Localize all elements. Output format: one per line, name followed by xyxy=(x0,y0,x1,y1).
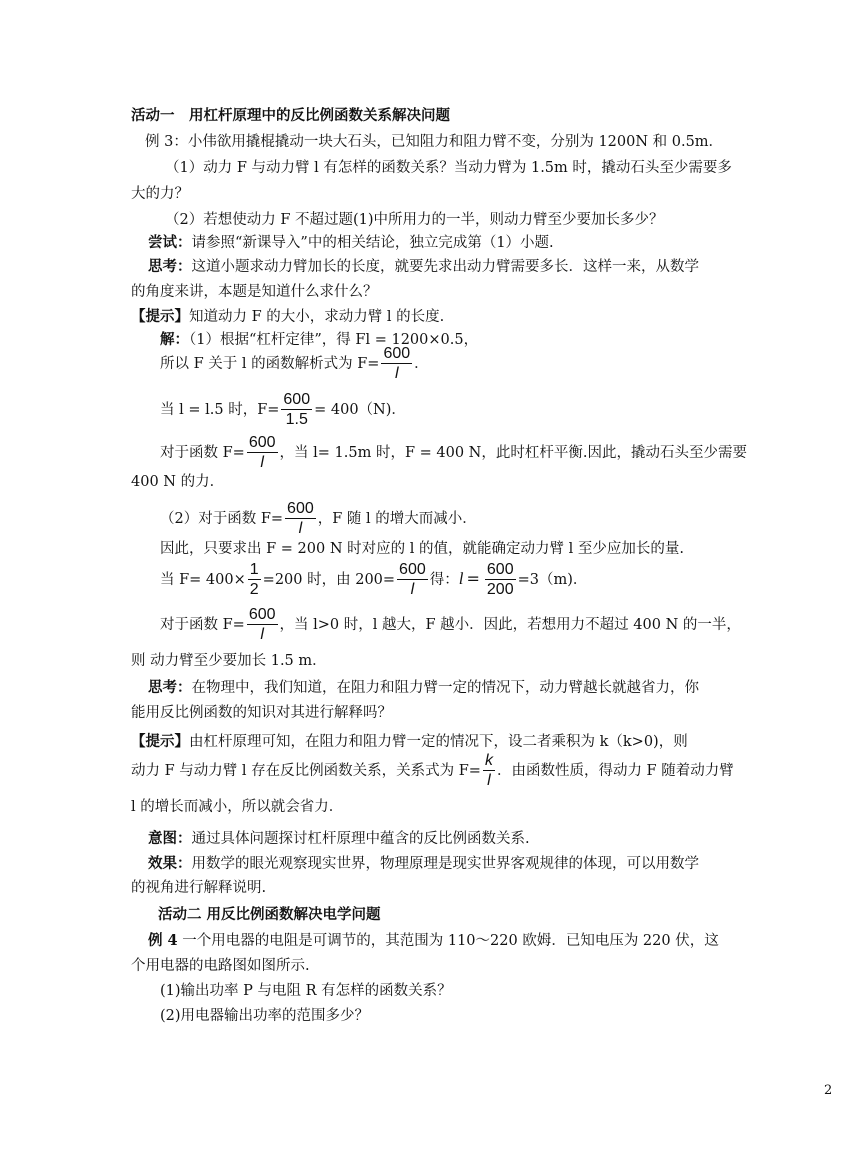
solution-step3 xyxy=(160,390,406,430)
intent-label: 意图： xyxy=(148,830,192,847)
example4-question1: (1)输出功率 P 与电阻 R 有怎样的函数关系？ xyxy=(160,983,452,999)
hint1-text: 知道动力 F 的大小，求动力臂 l 的长度. xyxy=(189,309,445,325)
fraction-600-over-l xyxy=(285,500,316,539)
solution-step3-result: = 400（N)． xyxy=(314,402,406,418)
example3-intro: 例 3：小伟欲用撬棍撬动一块大石头，已知阻力和阻力臂不变，分别为 1200N 和 0.5m． xyxy=(145,134,724,150)
solution-step6-text: （2）对于函数 F= xyxy=(160,511,284,527)
solution-step8-d: =3（m)． xyxy=(517,572,588,588)
solution-step8-b: =200 时，由 200= xyxy=(262,572,396,588)
solution-step2-text: 所以 F 关于 l 的函数解析式为 F= xyxy=(160,356,380,372)
fraction-600-over-l xyxy=(397,561,428,600)
activity1-heading: 活动一 用杠杆原理中的反比例函数关系解决问题 xyxy=(131,107,450,124)
solution-step9-tail: ，当 l>0 时，l 越大，F 越小．因此，若想用力不超过 400 N 的一半， xyxy=(279,617,741,633)
intent-paragraph xyxy=(148,829,530,849)
effect-label: 效果： xyxy=(148,855,192,872)
effect-paragraph xyxy=(148,854,699,874)
fraction-numerator: 600 xyxy=(287,499,314,517)
example4-question2: (2)用电器输出功率的范围多少？ xyxy=(160,1008,370,1024)
solution-step4-text: 对于函数 F= xyxy=(160,445,245,461)
example4-line1: 一个用电器的电阻是可调节的，其范围为 110～220 欧姆．已知电压为 220 伏，这 xyxy=(177,933,719,949)
think1-paragraph xyxy=(148,257,699,277)
fraction-600-over-l xyxy=(247,434,278,473)
equals-sign: = xyxy=(466,569,480,588)
fraction-600-over-1.5 xyxy=(281,391,312,430)
fraction-numerator: 1 xyxy=(249,560,259,578)
fraction-numerator: 600 xyxy=(486,560,514,578)
solution-step1-text: （1）根据“杠杆定律”，得 Fl = 1200×0.5， xyxy=(189,332,479,348)
activity2-heading: 活动二 用反比例函数解决电学问题 xyxy=(158,906,381,923)
fraction-numerator: 600 xyxy=(248,433,276,451)
solution-step9 xyxy=(160,605,741,645)
fraction-600-over-l xyxy=(381,345,412,384)
think2-label: 思考： xyxy=(148,679,192,696)
solution-step2-end: ． xyxy=(414,356,429,372)
fraction-600-over-200 xyxy=(485,561,516,600)
example3-question2: （2）若想使动力 F 不超过题(1)中所用力的一半，则动力臂至少要加长多少？ xyxy=(165,212,664,228)
hint1-paragraph xyxy=(131,307,444,327)
think1-line2: 的角度来讲，本题是知道什么求什么？ xyxy=(131,284,378,300)
example3-question1-cont: 大的力？ xyxy=(131,186,189,202)
solution-step3-text: 当 l = l.5 时，F= xyxy=(160,402,280,418)
solution-step8-a: 当 F= 400× xyxy=(160,572,246,588)
fraction-numerator: 600 xyxy=(399,560,426,578)
effect-line1: 用数学的眼光观察现实世界，物理原理是现实世界客观规律的体现，可以用数学 xyxy=(191,856,699,872)
solution-step6 xyxy=(160,499,477,539)
fraction-denominator: l xyxy=(381,363,412,384)
fraction-numerator: 600 xyxy=(248,605,276,623)
think2-paragraph xyxy=(148,678,699,698)
intent-text: 通过具体问题探讨杠杆原理中蕴含的反比例函数关系. xyxy=(191,831,530,847)
effect-line2: 的视角进行解释说明. xyxy=(131,880,267,896)
solution-step2 xyxy=(160,344,429,384)
think2-line1: 在物理中，我们知道，在阻力和阻力臂一定的情况下，动力臂越长就越省力，你 xyxy=(191,680,699,696)
try-text: 请参照“新课导入”中的相关结论，独立完成第（1）小题. xyxy=(191,235,554,251)
hint2-line2-text: 动力 F 与动力臂 l 存在反比例函数关系，关系式为 F= xyxy=(131,763,481,779)
example4-label: 例 4 xyxy=(148,932,178,949)
hint2-paragraph xyxy=(131,732,688,752)
fraction-k-over-l xyxy=(483,752,495,791)
example3-question1: （1）动力 F 与动力臂 l 有怎样的函数关系？当动力臂为 1.5m 时，撬动石头至少需要多 xyxy=(165,160,732,176)
hint2-line2 xyxy=(131,751,734,791)
think1-line1: 这道小题求动力臂加长的长度，就要先求出动力臂需要多长．这样一来，从数学 xyxy=(191,259,699,275)
example4-paragraph xyxy=(148,931,719,951)
hint2-line1: 由杠杆原理可知，在阻力和阻力臂一定的情况下，设二者乘积为 k（k>0)，则 xyxy=(189,734,688,750)
solution-step7: 因此，只要求出 F = 200 N 时对应的 l 的值，就能确定动力臂 l 至少应加长的量. xyxy=(160,541,684,557)
hint2-line3: l 的增长而减小，所以就会省力． xyxy=(131,799,344,815)
try-paragraph xyxy=(148,233,554,253)
think1-label: 思考： xyxy=(148,258,192,275)
fraction-denominator: l xyxy=(247,624,278,645)
fraction-denominator: l xyxy=(397,579,428,600)
solution-step4-tail: ，当 l= 1.5m 时，F = 400 N，此时杠杆平衡.因此，撬动石头至少需要 xyxy=(279,445,747,461)
fraction-600-over-l xyxy=(247,606,278,645)
hint2-line2-tail: ．由函数性质，得动力 F 随着动力臂 xyxy=(496,763,734,779)
example4-line2: 个用电器的电路图如图所示. xyxy=(131,958,310,974)
think2-line2: 能用反比例函数的知识对其进行解释吗？ xyxy=(131,705,392,721)
solution-step5: 400 N 的力． xyxy=(131,474,225,490)
solution-step10: 则 动力臂至少要加长 1.5 m． xyxy=(131,653,327,669)
page-number: 2 xyxy=(824,1083,833,1098)
solution-step6-tail: ，F 随 l 的增大而减小． xyxy=(317,511,477,527)
try-label: 尝试： xyxy=(148,234,192,251)
fraction-numerator: k xyxy=(484,751,493,769)
fraction-denominator: l xyxy=(285,518,316,539)
hint2-label: 【提示】 xyxy=(131,733,189,750)
fraction-denominator: 2 xyxy=(249,580,259,598)
hint1-label: 【提示】 xyxy=(131,308,189,325)
solution-label: 解： xyxy=(160,331,189,348)
fraction-denominator: 200 xyxy=(486,580,514,598)
fraction-1-over-2 xyxy=(248,561,261,600)
solution-step9-text: 对于函数 F= xyxy=(160,617,245,633)
solution-step4 xyxy=(160,433,747,473)
solution-step8 xyxy=(160,559,587,600)
fraction-denominator: l xyxy=(247,452,278,473)
fraction-denominator: l xyxy=(483,770,495,791)
fraction-numerator: 600 xyxy=(283,390,311,408)
solution-step8-c: 得： xyxy=(429,572,459,588)
fraction-numerator: 600 xyxy=(383,344,411,362)
fraction-denominator: 1.5 xyxy=(281,409,312,430)
variable-l: l xyxy=(458,569,464,588)
